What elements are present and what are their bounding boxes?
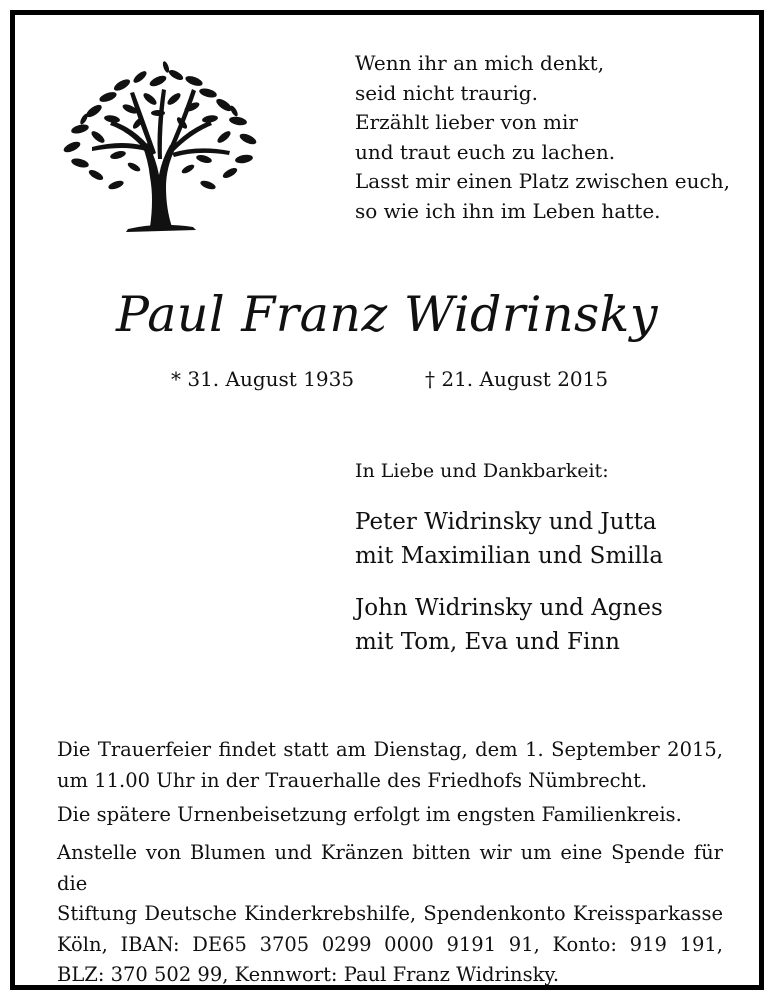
poem	[355, 49, 755, 226]
notice-line: Die spätere Urnenbeisetzung erfolgt im engsten Familienkreis.	[57, 803, 682, 826]
family-group	[355, 505, 663, 573]
notice-line: Die Trauerfeier findet statt am Dienstag, dem 1. September 2015,	[57, 738, 723, 761]
notice-line: Anstelle von Blumen und Kränzen bitten wir um eine Spende für die	[57, 841, 723, 895]
notice-line: BLZ: 370 502 99, Kennwort: Paul Franz Widrinsky.	[57, 963, 560, 986]
notice-line: Stiftung Deutsche Kinderkrebshilfe, Spendenkonto Kreissparkasse	[57, 902, 723, 925]
thanks-line: In Liebe und Dankbarkeit:	[355, 460, 609, 482]
family-line: Peter Widrinsky und Jutta	[355, 509, 657, 535]
poem-line: und traut euch zu lachen.	[355, 139, 616, 164]
burial-notice	[57, 800, 723, 831]
ceremony-notice	[57, 735, 723, 796]
deceased-name: Paul Franz Widrinsky	[115, 286, 659, 343]
family-line: John Widrinsky und Agnes	[355, 595, 663, 621]
notice-line: um 11.00 Uhr in der Trauerhalle des Friedhofs Nümbrecht.	[57, 768, 648, 792]
poem-line: seid nicht traurig.	[355, 80, 538, 105]
poem-line: so wie ich ihn im Leben hatte.	[355, 198, 661, 223]
poem-line: Erzählt lieber von mir	[355, 110, 578, 134]
poem-line: Lasst mir einen Platz zwischen euch,	[355, 169, 730, 193]
family-group	[355, 591, 663, 659]
obituary-frame	[10, 10, 764, 990]
family-line: mit Tom, Eva und Finn	[355, 629, 620, 655]
birth-date: * 31. August 1935	[171, 367, 355, 391]
poem-line: Wenn ihr an mich denkt,	[355, 51, 605, 75]
donation-notice	[57, 838, 723, 991]
notice-line: Köln, IBAN: DE65 3705 0299 0000 9191 91, Konto: 919 191,	[57, 932, 723, 956]
death-date: † 21. August 2015	[425, 367, 609, 391]
tree-icon	[58, 59, 263, 234]
family-line: mit Maximilian und Smilla	[355, 543, 664, 569]
